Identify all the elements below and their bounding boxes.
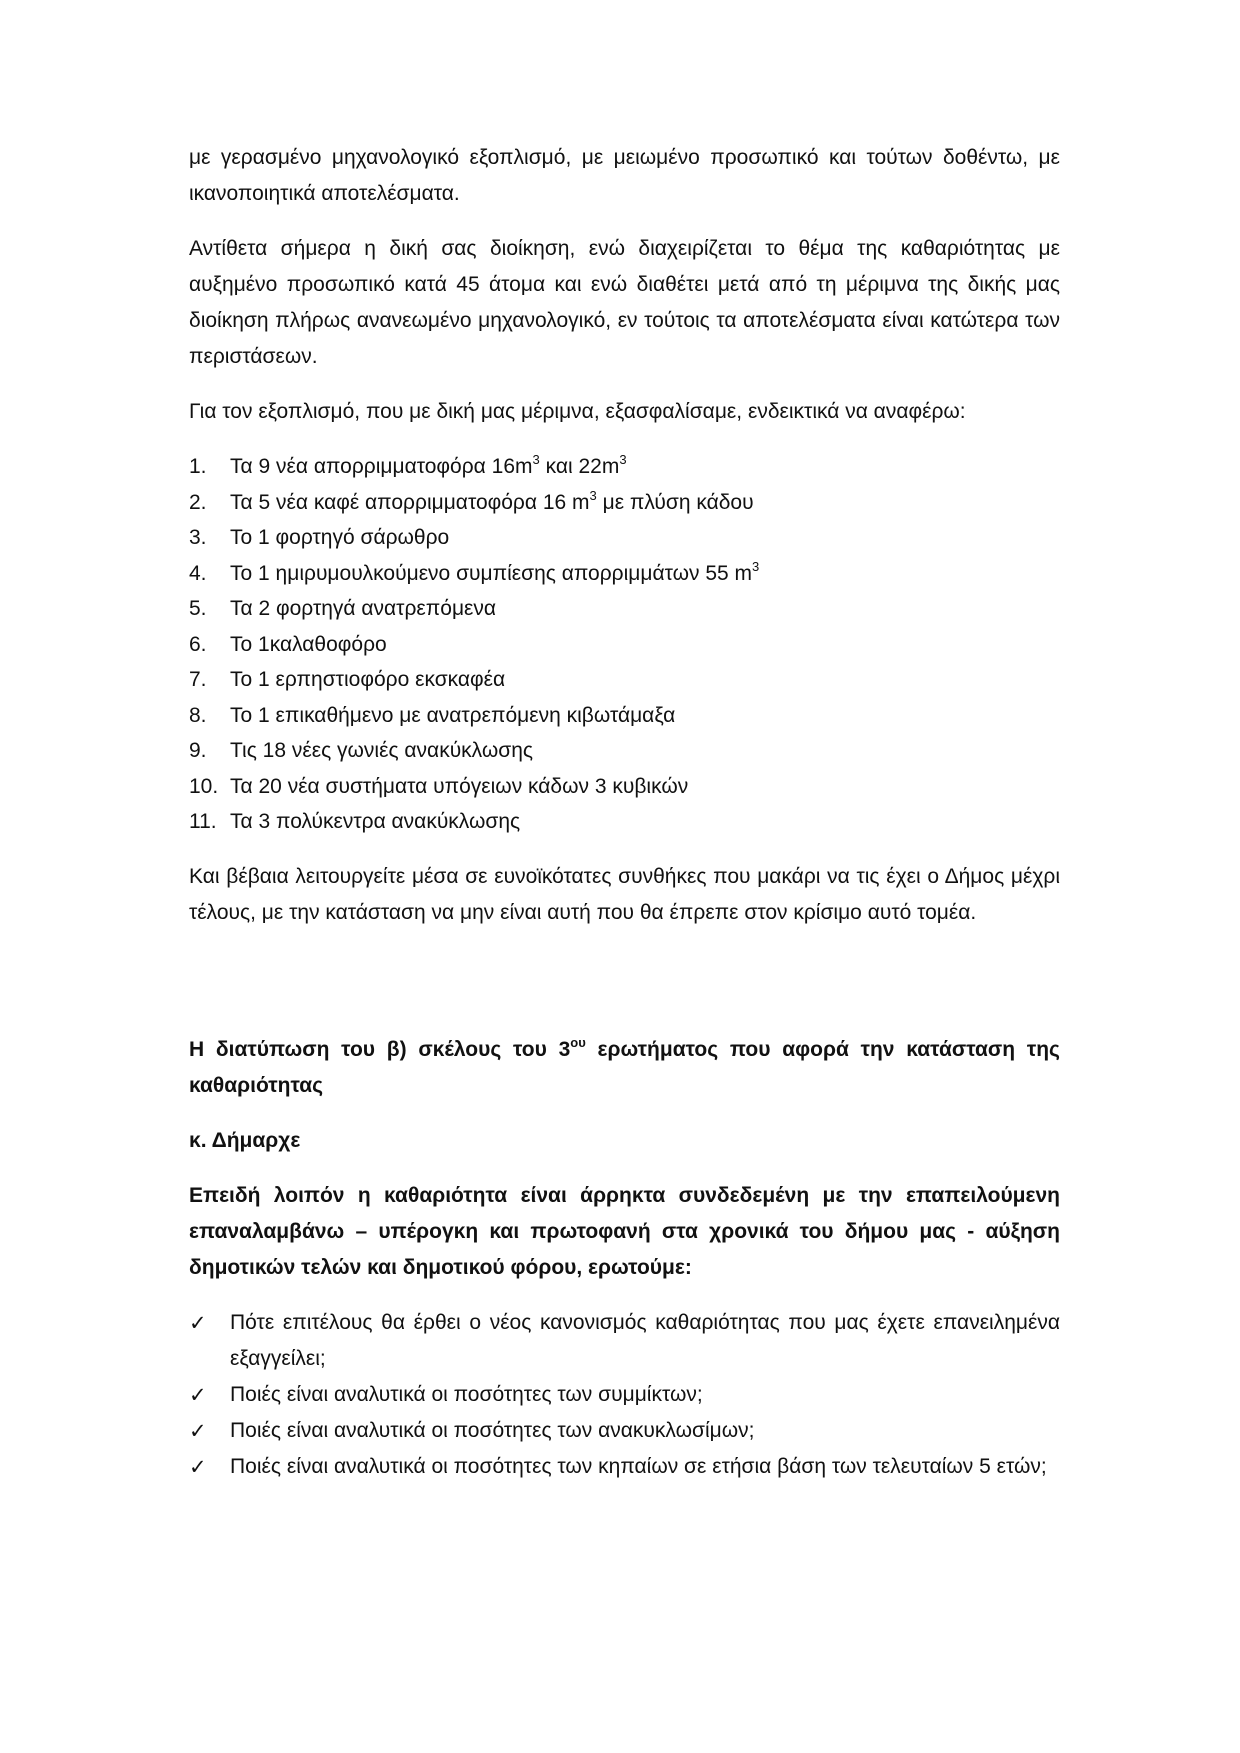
list-item-number: 3. (189, 526, 207, 549)
list-item-text: Το 1 φορτηγό σάρωθρο (230, 526, 450, 549)
list-item (189, 449, 1060, 485)
list-item-number: 8. (189, 703, 207, 727)
question-text: Πότε επιτέλους θα έρθει ο νέος κανονισμός καθαριότητας που μας έχετε επανειλημένα εξαγγείλει; (230, 1310, 1060, 1370)
list-item-text: Τις 18 νέες γωνιές ανακύκλωσης (230, 739, 534, 762)
paragraph-equipment-intro: Για τον εξοπλισμό, που με δική μας μέριμνα, εξασφαλίσαμε, ενδεικτικά να αναφέρω: (189, 400, 966, 423)
section-spacer (189, 950, 1060, 1032)
list-item (189, 556, 1060, 592)
check-icon: ✓ (189, 1310, 207, 1335)
list-item (189, 733, 1060, 769)
list-item-number: 9. (189, 739, 207, 762)
question-text: Ποιές είναι αναλυτικά οι ποσότητες των κηπαίων σε ετήσια βάση των τελευταίων 5 ετών; (230, 1454, 1047, 1478)
list-item (189, 1413, 1060, 1449)
equipment-list (189, 449, 1060, 840)
questions-list (189, 1305, 1060, 1485)
list-item-text: Το 1 ερπηστιοφόρο εκσκαφέα (230, 668, 506, 691)
list-item (189, 769, 1060, 805)
list-item-text: Τα 20 νέα συστήματα υπόγειων κάδων 3 κυβικών (230, 774, 689, 798)
list-item-number: 11. (189, 810, 217, 833)
list-item-number: 1. (189, 455, 207, 478)
list-item (189, 520, 1060, 556)
list-item (189, 698, 1060, 734)
list-item-number: 5. (189, 597, 207, 620)
check-icon: ✓ (189, 1382, 207, 1407)
list-item-number: 4. (189, 561, 207, 585)
check-icon: ✓ (189, 1454, 207, 1479)
list-item (189, 1377, 1060, 1413)
paragraph-equipment-past: με γερασμένο μηχανολογικό εξοπλισμό, με μειωμένο προσωπικό και τούτων δοθέντω, με ικανοποιητικά αποτελέσματα. (189, 146, 1060, 205)
list-item-text: Τα 2 φορτηγά ανατρεπόμενα (230, 597, 497, 620)
salutation: κ. Δήμαρχε (189, 1128, 301, 1152)
list-item (189, 662, 1060, 698)
list-item (189, 485, 1060, 521)
question-text: Ποιές είναι αναλυτικά οι ποσότητες των ανακυκλωσίμων; (230, 1418, 755, 1442)
question-text: Ποιές είναι αναλυτικά οι ποσότητες των συμμίκτων; (230, 1382, 703, 1406)
list-item-text: Το 1 ημιρυμουλκούμενο συμπίεσης απορριμμάτων 55 $m^3$ (230, 558, 760, 585)
check-icon: ✓ (189, 1418, 207, 1443)
list-item-text: Το 1καλαθοφόρο (230, 632, 387, 656)
bold-intro-paragraph: Επειδή λοιπόν η καθαριότητα είναι άρρηκτα συνδεδεμένη με την επαπειλούμενη επαναλαμβάνω – υπέρογκη και πρωτοφανή στα χρονικά του δήμου μας - αύξηση δημοτικών τελών και δημοτικού φόρου, ερωτούμε: (189, 1183, 1060, 1279)
list-item (189, 1305, 1060, 1377)
list-item (189, 804, 1060, 840)
list-item-text: Τα 9 νέα απορριμματοφόρα $16m^3$ και $22m^3$ (230, 452, 627, 478)
list-item (189, 627, 1060, 663)
paragraph-favorable-conditions: Και βέβαια λειτουργείτε μέσα σε ευνοϊκότατες συνθήκες που μακάρι να τις έχει ο Δήμος μέχρι τέλους, με την κατάσταση να μην είναι αυτή που θα έπρεπε στον κρίσιμο αυτό τομέα. (189, 864, 1060, 924)
list-item-text: Τα 5 νέα καφέ απορριμματοφόρα 16 $m^3$ με πλύση κάδου (230, 487, 754, 514)
list-item-text: Τα 3 πολύκεντρα ανακύκλωσης (230, 810, 521, 833)
list-item-number: 10. (189, 774, 219, 798)
list-item-number: 6. (189, 632, 207, 656)
list-item-number: 2. (189, 490, 207, 514)
paragraph-current-administration: Αντίθετα σήμερα η δική σας διοίκηση, ενώ διαχειρίζεται το θέμα της καθαριότητας με αυξημένο προσωπικό κατά 45 άτομα και ενώ διαθέτει μετά από τη μέριμνα της δικής μας διοίκηση πλήρως ανανεωμένο μηχανολογικό, εν τούτοις τα αποτελέσματα είναι κατώτερα των περιστάσεων. (189, 237, 1060, 368)
list-item (189, 591, 1060, 627)
list-item-number: 7. (189, 668, 207, 691)
list-item (189, 1449, 1060, 1485)
question-heading: Η διατύπωση του β) σκέλους του $3^{o\upsilon}$ ερωτήματος που αφορά την κατάσταση της καθαριότητας (189, 1034, 1060, 1097)
list-item-text: Το 1 επικαθήμενο με ανατρεπόμενη κιβωτάμαξα (230, 703, 676, 727)
